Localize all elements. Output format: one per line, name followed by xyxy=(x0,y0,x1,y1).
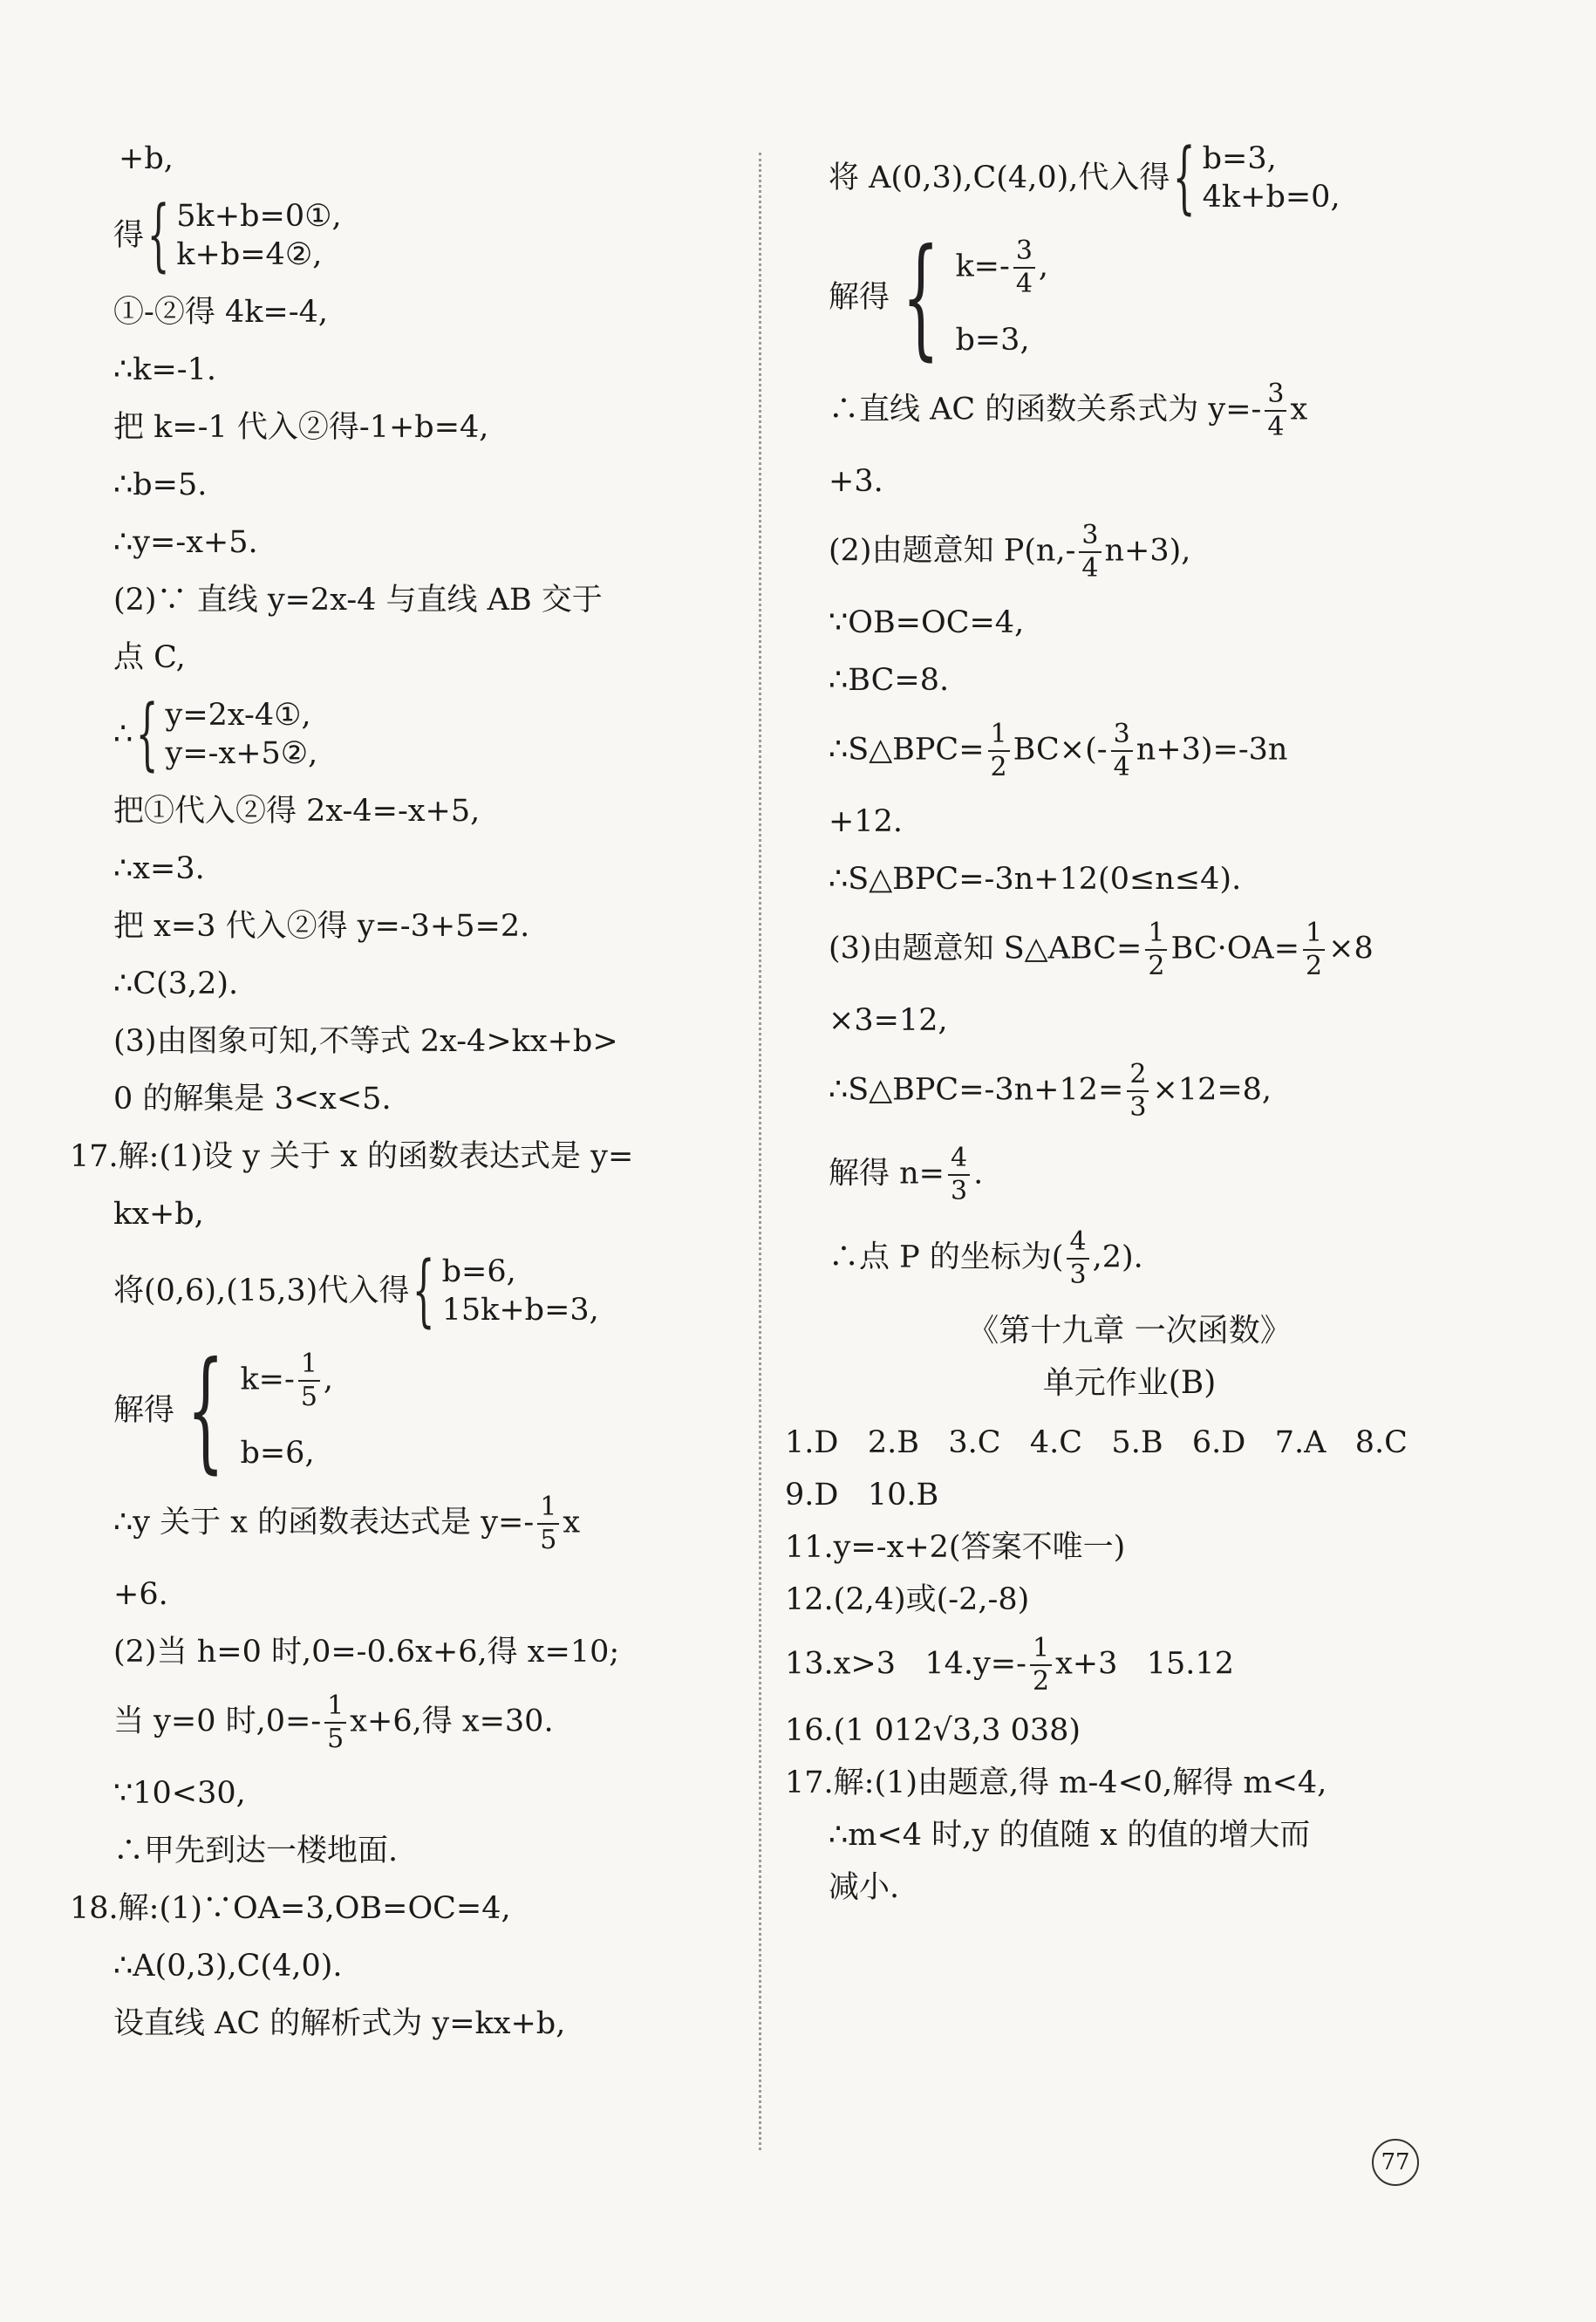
text-line: ①-②得 4k=-4, xyxy=(113,295,328,330)
text-line: ∴ xyxy=(113,717,133,752)
answer-line: 17.解:(1)由题意,得 m-4<0,解得 m<4, xyxy=(785,1765,1327,1800)
equation: y=-x+5②, xyxy=(165,736,318,771)
text-line: ∴k=-1. xyxy=(113,352,217,387)
fraction: $\frac{3}{4}$ xyxy=(1079,520,1101,584)
fraction: $\frac{1}{2}$ xyxy=(988,719,1010,783)
text-line: +12. xyxy=(829,804,903,839)
equation: b=6, xyxy=(441,1254,516,1289)
fraction: $\frac{2}{3}$ xyxy=(1127,1059,1149,1123)
equation-system xyxy=(113,1245,724,1336)
text-line: +3. xyxy=(829,464,883,499)
fraction: $\frac{4}{3}$ xyxy=(948,1143,970,1207)
left-column xyxy=(70,140,724,2043)
text-line: ∴x=3. xyxy=(113,851,205,886)
fraction: $\frac{1}{5}$ xyxy=(298,1349,320,1413)
text-line: 解得 xyxy=(829,280,890,315)
equation: k=- $\frac{1}{5}$ , xyxy=(240,1349,334,1412)
question-17: 17.解:(1)设 y 关于 x 的函数表达式是 y= xyxy=(70,1139,634,1174)
text-line: (2)∵ 直线 y=2x-4 与直线 AB 交于 xyxy=(113,583,603,618)
equation: b=6, xyxy=(240,1436,315,1471)
text-line: kx+b, xyxy=(113,1197,204,1232)
text-line: 设直线 AC 的解析式为 y=kx+b, xyxy=(113,2006,566,2041)
brace-icon: { xyxy=(1173,132,1196,223)
text-line: ∵OB=OC=4, xyxy=(829,605,1025,640)
text-line: (2)当 h=0 时,0=-0.6x+6,得 x=10; xyxy=(113,1635,620,1670)
equation: b=3, xyxy=(955,323,1030,358)
equation: k+b=4②, xyxy=(176,237,323,272)
text-line: 把 x=3 代入②得 y=-3+5=2. xyxy=(113,909,530,944)
text-line: 当 y=0 时,0=- $\frac{1}{5}$ x+6,得 x=30. xyxy=(113,1690,554,1754)
section-title: 单元作业(B) xyxy=(1042,1365,1217,1401)
text-line: 解得 xyxy=(113,1393,175,1428)
text-line: (3)由图象可知,不等式 2x-4>kx+b> xyxy=(113,1024,618,1059)
text-line: 解得 n= $\frac{4}{3}$ . xyxy=(829,1143,984,1206)
text-line: 把 k=-1 代入②得-1+b=4, xyxy=(113,410,489,445)
text-line: +b, xyxy=(119,141,174,176)
brace-icon: { xyxy=(187,1335,225,1486)
text-line: ∴S△BPC= $\frac{1}{2}$ BC×(- $\frac{3}{4}$ n+3)=-3n xyxy=(829,719,1288,782)
text-line: ∴A(0,3),C(4,0). xyxy=(113,1949,343,1984)
fraction: $\frac{3}{4}$ xyxy=(1013,236,1035,300)
equation: 5k+b=0①, xyxy=(176,199,342,234)
text-line: ∴C(3,2). xyxy=(113,966,239,1001)
text-line: ∴m<4 时,y 的值随 x 的值的增大而 xyxy=(829,1818,1311,1853)
answer-line: 1.D 2.B 3.C 4.C 5.B 6.D 7.A 8.C xyxy=(785,1425,1408,1460)
text-line: ∴b=5. xyxy=(113,468,208,502)
column-divider xyxy=(759,153,761,2150)
text-line: ∴点 P 的坐标为( $\frac{4}{3}$ ,2). xyxy=(829,1226,1143,1290)
text-line: 0 的解集是 3<x<5. xyxy=(113,1082,392,1117)
equation-system xyxy=(113,688,724,780)
answer-line: 13.x>3 14.y=- $\frac{1}{2}$ x+3 15.12 xyxy=(785,1633,1234,1697)
equation-system xyxy=(113,189,724,281)
text-line: ∴y=-x+5. xyxy=(113,525,258,560)
fraction: $\frac{1}{2}$ xyxy=(1030,1633,1052,1697)
text-line: 将(0,6),(15,3)代入得 xyxy=(113,1274,410,1308)
equation-system xyxy=(829,222,1430,373)
answer-line: 12.(2,4)或(-2,-8) xyxy=(785,1582,1030,1617)
answer-line: 9.D 10.B xyxy=(785,1478,939,1513)
text-line: ∴BC=8. xyxy=(829,663,950,698)
fraction: $\frac{4}{3}$ xyxy=(1067,1226,1088,1291)
brace-icon: { xyxy=(413,1245,435,1336)
equation: 4k+b=0, xyxy=(1202,180,1340,215)
text-line: ∴S△BPC=-3n+12= $\frac{2}{3}$ ×12=8, xyxy=(829,1059,1272,1123)
brace-icon: { xyxy=(902,222,940,373)
brace-icon: { xyxy=(136,688,159,780)
brace-icon: { xyxy=(147,189,170,281)
fraction: $\frac{1}{2}$ xyxy=(1303,918,1325,982)
text-line: (3)由题意知 S△ABC= $\frac{1}{2}$ BC·OA= $\frac{1}{2}$ ×8 xyxy=(829,918,1374,981)
answer-line: 16.(1 012√3,3 038) xyxy=(785,1713,1081,1748)
equation-system xyxy=(113,1335,724,1486)
answer-line: 11.y=-x+2(答案不唯一) xyxy=(785,1530,1126,1565)
text-line: 将 A(0,3),C(4,0),代入得 xyxy=(829,160,1170,195)
right-column xyxy=(785,132,1430,1907)
fraction: $\frac{1}{5}$ xyxy=(537,1492,559,1556)
text-line: ∴甲先到达一楼地面. xyxy=(113,1834,399,1868)
chapter-title: 《第十九章 一次函数》 xyxy=(967,1313,1292,1349)
text-line: ×3=12, xyxy=(829,1003,948,1038)
equation: k=- $\frac{3}{4}$ , xyxy=(955,236,1049,299)
text-line: ∵10<30, xyxy=(113,1776,246,1811)
equation: y=2x-4①, xyxy=(165,698,311,733)
text-line: ∴y 关于 x 的函数表达式是 y=- $\frac{1}{5}$ x xyxy=(113,1492,581,1555)
text-line: 把①代入②得 2x-4=-x+5, xyxy=(113,794,481,829)
equation: b=3, xyxy=(1202,141,1277,176)
text-line: ∴直线 AC 的函数关系式为 y=- $\frac{3}{4}$ x xyxy=(829,379,1308,442)
page-number: 77 xyxy=(1372,2139,1419,2186)
fraction: $\frac{1}{5}$ xyxy=(324,1690,346,1755)
question-18: 18.解:(1)∵OA=3,OB=OC=4, xyxy=(70,1891,511,1926)
text-line: 得 xyxy=(113,218,145,253)
text-line: 减小. xyxy=(829,1870,900,1905)
equation: 15k+b=3, xyxy=(441,1293,599,1328)
equation-system xyxy=(829,132,1430,223)
fraction: $\frac{3}{4}$ xyxy=(1111,719,1133,783)
text-line: (2)由题意知 P(n,- $\frac{3}{4}$ n+3), xyxy=(829,520,1191,584)
text-line: 点 C, xyxy=(113,640,186,675)
text-line: ∴S△BPC=-3n+12(0≤n≤4). xyxy=(829,862,1242,897)
fraction: $\frac{3}{4}$ xyxy=(1265,379,1286,443)
text-line: +6. xyxy=(113,1577,168,1612)
fraction: $\frac{1}{2}$ xyxy=(1145,918,1167,982)
